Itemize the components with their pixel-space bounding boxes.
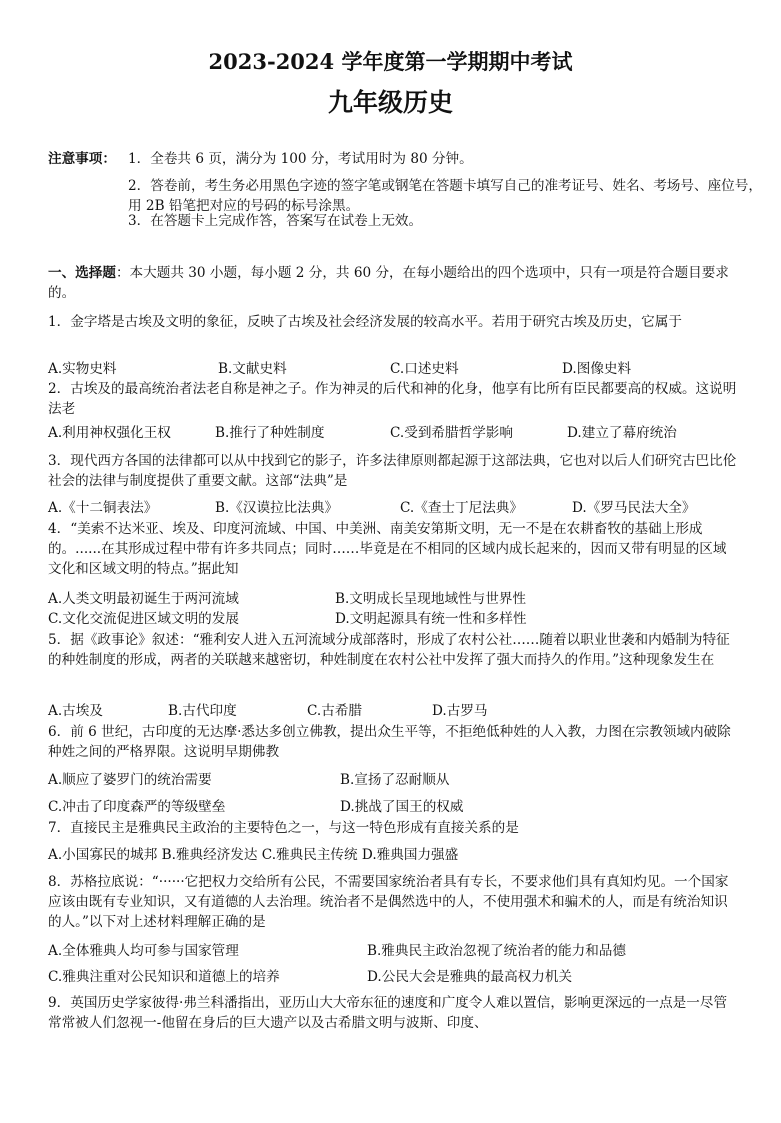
q5-option-d[interactable]: D.古罗马 [432, 703, 488, 719]
q8-option-d[interactable]: D.公民大会是雅典的最高权力机关 [367, 969, 573, 985]
question-1-stem: 1．金字塔是古埃及文明的象征，反映了古埃及社会经济发展的较高水平。若用于研究古埃及历史，它属于 [48, 314, 682, 330]
q2-option-a[interactable]: A.利用神权强化王权 [48, 425, 171, 441]
question-7-stem: 7．直接民主是雅典民主政治的主要特色之一，与这一特色形成有直接关系的是 [48, 820, 519, 836]
question-5-stem: 5．据《政事论》叙述：“雅利安人进入五河流域分成部落时，形成了农村公社……随着以职业世袭和内婚制为特征的种姓制度的形成，两者的关联越来越密切，种姓制度在农村公社中发挥了强大而持久的作用。”这种现象发生在 [48, 632, 730, 668]
q6-option-a[interactable]: A.顺应了婆罗门的统治需要 [48, 772, 212, 788]
question-2-stem: 2．古埃及的最高统治者法老自称是神之子。作为神灵的后代和神的化身，他享有比所有臣民都要高的权威。这说明法老 [48, 381, 737, 417]
q1-option-d[interactable]: D.图像史料 [562, 361, 632, 377]
q6-option-d[interactable]: D.挑战了国王的权威 [340, 799, 464, 815]
q2-option-c[interactable]: C.受到希腊哲学影响 [390, 425, 513, 441]
q3-option-b[interactable]: B.《汉谟拉比法典》 [215, 500, 339, 516]
question-6-stem: 6．前 6 世纪，古印度的无达摩·悉达多创立佛教，提出众生平等，不拒绝低种姓的人入教，力图在宗教领域内破除种姓之间的严格界限。这说明早期佛教 [48, 724, 731, 760]
q4-option-c[interactable]: C.文化交流促进区域文明的发展 [48, 611, 239, 627]
question-4-stem: 4．“美索不达米亚、埃及、印度河流域、中国、中美洲、南美安第斯文明，无一不是在农耕畜牧的基础上形成的。......在其形成过程中带有许多共同点；同时……毕竟是在不相同的区域内成长起来的，因而又带有明显的区域文化和区域文明的特点。”据此知 [48, 521, 727, 577]
q2-option-d[interactable]: D.建立了幕府统治 [567, 425, 677, 441]
question-9-stem: 9．英国历史学家彼得·弗兰科潘指出，亚历山大大帝东征的速度和广度令人难以置信，影响更深远的一点是一尽管常常被人们忽视一-他留在身后的巨大遗产以及古希腊文明与波斯、印度、 [48, 995, 728, 1031]
q8-option-a[interactable]: A.全体雅典人均可参与国家管理 [48, 943, 239, 959]
q4-option-a[interactable]: A.人类文明最初诞生于两河流域 [48, 591, 239, 607]
q3-option-d[interactable]: D.《罗马民法大全》 [572, 500, 696, 516]
q1-option-b[interactable]: B.文献史料 [218, 361, 287, 377]
section-1-label: 一、选择题 [48, 265, 116, 281]
question-8-stem: 8．苏格拉底说：“······它把权力交给所有公民，不需要国家统治者具有专长，不要求他们具有真知灼见。一个国家应该由既有专业知识，又有道德的人去治理。统治者不是偶然选中的人，不使用强术和骗术的人，而是有统治知识的人。”以下对上述材料理解正确的是 [48, 874, 729, 930]
q8-option-b[interactable]: B.雅典民主政治忽视了统治者的能力和品德 [367, 943, 626, 959]
notice-item-2: 2．答卷前，考生务必用黑色字迹的签字笔或钢笔在答题卡填写自己的准考证号、姓名、考场号、座位号，用 2B 铅笔把对应的号码的标号涂黑。 [128, 178, 762, 214]
exam-title: 2023-2024 学年度第一学期期中考试 [208, 49, 573, 74]
q1-option-c[interactable]: C.口述史料 [390, 361, 459, 377]
q4-option-d[interactable]: D.文明起源具有统一性和多样性 [335, 611, 527, 627]
question-3-stem: 3．现代西方各国的法律都可以从中找到它的影子，许多法律原则都起源于这部法典，它也对以后人们研究古巴比伦社会的法律与制度提供了重要文献。这部“法典”是 [48, 453, 737, 489]
q2-option-b[interactable]: B.推行了种姓制度 [215, 425, 325, 441]
exam-subject: 九年级历史 [327, 88, 453, 117]
q3-option-c[interactable]: C.《查士丁尼法典》 [400, 500, 523, 516]
section-1-instructions: ：本大题共 30 小题，每小题 2 分，共 60 分，在每小题给出的四个选项中，只有一项是符合题目要求的。 [48, 265, 729, 301]
q3-option-a[interactable]: A.《十二铜表法》 [48, 500, 158, 516]
section-1-heading [48, 263, 738, 303]
notice-item-1: 1．全卷共 6 页，满分为 100 分，考试用时为 80 分钟。 [128, 151, 473, 167]
q1-option-a[interactable]: A.实物史料 [48, 361, 117, 377]
q6-option-c[interactable]: C.冲击了印度森严的等级壁垒 [48, 799, 226, 815]
q5-option-c[interactable]: C.古希腊 [307, 703, 363, 719]
q5-option-b[interactable]: B.古代印度 [168, 703, 237, 719]
q5-option-a[interactable]: A.古埃及 [48, 703, 103, 719]
notice-item-3: 3．在答题卡上完成作答，答案写在试卷上无效。 [128, 213, 423, 229]
q7-options-line[interactable]: A.小国寡民的城邦 B.雅典经济发达 C.雅典民主传统 D.雅典国力强盛 [48, 847, 459, 863]
notice-label: 注意事项： [48, 151, 116, 167]
q8-option-c[interactable]: C.雅典注重对公民知识和道德上的培养 [48, 969, 280, 985]
q4-option-b[interactable]: B.文明成长呈现地域性与世界性 [335, 591, 527, 607]
q6-option-b[interactable]: B.宣扬了忍耐顺从 [340, 772, 450, 788]
